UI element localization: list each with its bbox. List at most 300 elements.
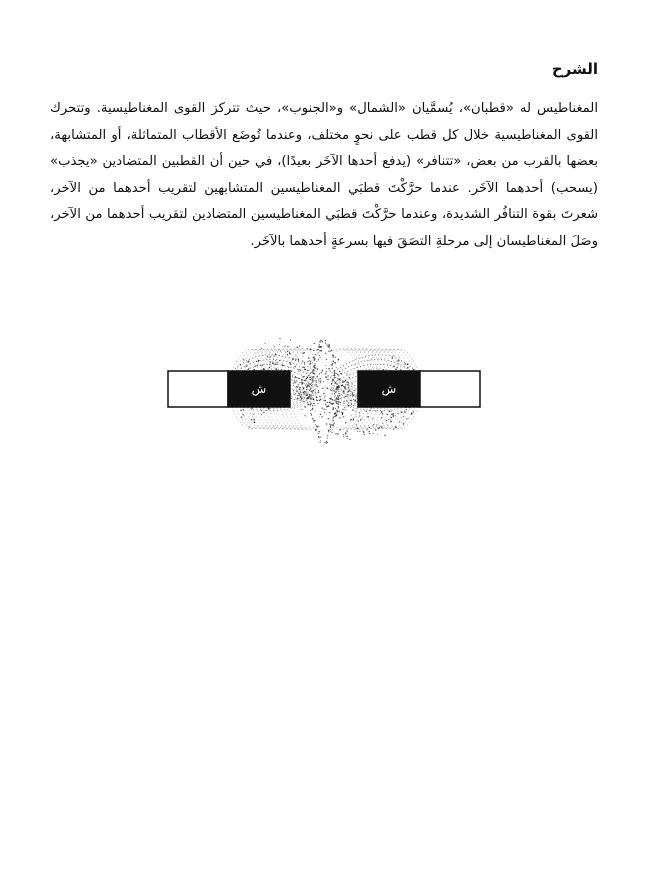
field-dot xyxy=(397,364,398,365)
field-dot xyxy=(332,356,333,357)
field-dot xyxy=(337,389,339,391)
field-dot xyxy=(332,429,333,430)
field-dot xyxy=(248,426,249,427)
field-dot xyxy=(319,416,320,417)
field-dot xyxy=(279,360,280,361)
field-dot xyxy=(314,343,315,344)
field-dot xyxy=(325,390,326,391)
field-dot xyxy=(300,392,301,393)
field-dot xyxy=(309,379,310,380)
field-dot xyxy=(325,343,326,344)
field-dot xyxy=(318,352,319,353)
field-dot xyxy=(290,363,292,365)
field-dot xyxy=(310,384,311,385)
field-dot xyxy=(390,417,392,419)
field-dot xyxy=(327,438,328,439)
field-dot xyxy=(290,339,291,340)
field-dot xyxy=(318,433,319,434)
field-dot xyxy=(363,431,364,432)
left-magnet-body xyxy=(168,371,228,407)
field-dot xyxy=(309,360,310,361)
field-dot xyxy=(336,414,337,415)
field-dot xyxy=(351,383,352,384)
field-dot xyxy=(381,417,382,418)
field-dot xyxy=(362,430,363,431)
field-dot xyxy=(315,367,316,368)
field-dot xyxy=(307,398,308,399)
field-dot xyxy=(317,368,319,370)
field-dot xyxy=(295,382,296,383)
field-dot xyxy=(242,414,244,416)
field-dot xyxy=(335,408,336,409)
field-dot xyxy=(338,393,339,394)
field-dot xyxy=(302,401,303,402)
field-dot xyxy=(327,435,328,436)
field-dot xyxy=(309,404,311,406)
field-dot xyxy=(332,418,333,419)
field-line xyxy=(236,349,264,371)
field-dot xyxy=(320,340,321,341)
field-dot xyxy=(382,413,384,415)
field-dot xyxy=(325,396,326,397)
field-dot xyxy=(320,440,321,441)
field-dot xyxy=(298,392,299,393)
field-dot xyxy=(328,344,329,345)
right-magnet-body xyxy=(420,371,480,407)
field-dot xyxy=(335,412,336,413)
field-dot xyxy=(330,426,332,428)
field-dot xyxy=(300,381,302,383)
field-dot xyxy=(331,383,333,385)
field-dot xyxy=(387,414,388,415)
field-dot xyxy=(334,370,335,371)
field-dot xyxy=(316,429,317,430)
field-dot xyxy=(355,411,356,412)
field-dot xyxy=(334,377,335,378)
field-dot xyxy=(405,363,407,365)
field-dot xyxy=(332,399,334,401)
field-dot xyxy=(332,363,333,364)
field-dot xyxy=(342,380,343,381)
field-dot xyxy=(312,379,313,380)
field-dot xyxy=(314,358,316,360)
field-dot xyxy=(339,395,340,396)
field-dot xyxy=(298,359,299,360)
field-dot xyxy=(310,398,312,400)
field-dot xyxy=(303,367,304,368)
field-line xyxy=(386,407,414,429)
field-dot xyxy=(339,417,340,418)
field-dot xyxy=(340,418,341,419)
field-dot xyxy=(348,402,349,403)
field-dot xyxy=(343,436,344,437)
field-dot xyxy=(345,422,347,424)
field-dot xyxy=(363,434,365,436)
field-dot xyxy=(261,414,262,415)
field-dot xyxy=(339,386,340,387)
field-dot xyxy=(317,376,318,377)
field-dot xyxy=(326,359,328,361)
field-dot xyxy=(278,349,279,350)
field-dot xyxy=(303,356,304,357)
field-dot xyxy=(345,432,347,434)
field-dot xyxy=(318,347,319,348)
field-dot xyxy=(323,400,324,401)
field-dot xyxy=(307,361,309,363)
field-dot xyxy=(313,373,314,374)
field-dot xyxy=(357,430,358,431)
field-dot xyxy=(292,358,294,360)
field-dot xyxy=(320,414,321,415)
field-dot xyxy=(308,385,309,386)
field-dot xyxy=(333,379,335,381)
field-dot xyxy=(318,391,320,393)
field-dot xyxy=(349,377,350,378)
field-dot xyxy=(327,405,329,407)
field-dot xyxy=(326,371,328,373)
field-dot xyxy=(306,391,307,392)
field-dot xyxy=(307,370,308,371)
field-dot xyxy=(315,354,316,355)
magnets-figure xyxy=(150,332,500,452)
field-dot xyxy=(282,365,284,367)
field-dot xyxy=(357,428,358,429)
field-dot xyxy=(237,361,238,362)
field-dot xyxy=(307,372,308,373)
field-dot xyxy=(332,425,333,426)
field-dot xyxy=(284,346,285,347)
field-dot xyxy=(325,442,326,443)
field-dot xyxy=(330,351,331,352)
field-dot xyxy=(314,393,315,394)
field-dot xyxy=(302,389,303,390)
field-dot xyxy=(302,361,303,362)
field-dot xyxy=(321,407,323,409)
field-dot xyxy=(287,346,289,348)
field-dot xyxy=(305,378,306,379)
field-dot xyxy=(318,436,319,437)
field-dot xyxy=(304,406,306,408)
field-dot xyxy=(360,419,362,421)
field-dot xyxy=(348,387,349,388)
field-dot xyxy=(362,418,363,419)
field-dot xyxy=(403,416,404,417)
field-dot xyxy=(387,424,388,425)
field-dot xyxy=(313,356,314,357)
field-dot xyxy=(332,365,333,366)
field-dot xyxy=(366,411,367,412)
field-dot xyxy=(328,418,329,419)
field-dot xyxy=(370,410,371,411)
field-dot xyxy=(351,403,352,404)
field-dot xyxy=(333,356,334,357)
field-dot xyxy=(337,401,338,402)
field-dot xyxy=(310,403,311,404)
field-dot xyxy=(389,410,391,412)
field-dot xyxy=(332,420,334,422)
field-dot xyxy=(391,411,392,412)
field-dot xyxy=(332,368,333,369)
field-dot xyxy=(314,365,316,367)
field-dot xyxy=(321,416,323,418)
field-dot xyxy=(326,423,328,425)
field-dot xyxy=(320,437,321,438)
field-dot xyxy=(324,397,325,398)
field-dot xyxy=(254,421,256,423)
field-dot xyxy=(359,412,360,413)
field-dot xyxy=(307,348,308,349)
field-dot xyxy=(406,409,407,410)
field-line xyxy=(386,349,414,371)
field-dot xyxy=(334,371,335,372)
field-dot xyxy=(393,365,395,367)
field-dot xyxy=(325,404,327,406)
field-dot xyxy=(310,389,311,390)
field-dot xyxy=(353,405,354,406)
field-dot xyxy=(312,382,313,383)
field-dot xyxy=(318,344,320,346)
field-dot xyxy=(294,376,296,378)
field-dot xyxy=(372,433,374,435)
field-dot xyxy=(384,435,385,436)
field-dot xyxy=(254,369,255,370)
field-dot xyxy=(296,391,297,392)
field-dot xyxy=(319,341,321,343)
field-dot xyxy=(336,397,338,399)
field-dot xyxy=(326,409,327,410)
field-dot xyxy=(392,413,394,415)
field-dot xyxy=(296,386,298,388)
field-dot xyxy=(313,350,314,351)
field-dot xyxy=(398,357,399,358)
field-dot xyxy=(333,424,335,426)
field-dot xyxy=(275,368,277,370)
field-dot xyxy=(335,433,336,434)
field-dot xyxy=(332,381,333,382)
field-dot xyxy=(342,409,343,410)
field-dot xyxy=(343,393,344,394)
field-dot xyxy=(301,379,303,381)
field-dot xyxy=(311,388,312,389)
field-dot xyxy=(390,419,391,420)
field-dot xyxy=(328,430,330,432)
field-dot xyxy=(295,393,296,394)
field-dot xyxy=(395,368,397,370)
field-dot xyxy=(310,410,311,411)
field-dot xyxy=(329,412,330,413)
field-dot xyxy=(323,381,324,382)
field-dot xyxy=(253,419,255,421)
field-dot xyxy=(251,409,252,410)
field-dot xyxy=(313,367,314,368)
field-dot xyxy=(332,354,333,355)
field-dot xyxy=(336,409,337,410)
field-dot xyxy=(335,373,336,374)
field-dot xyxy=(334,373,335,374)
field-dot xyxy=(339,393,340,394)
field-dot xyxy=(350,400,352,402)
field-dot xyxy=(311,394,312,395)
field-dot xyxy=(310,379,311,380)
field-dot xyxy=(313,379,314,380)
field-dot xyxy=(390,421,392,423)
field-dot xyxy=(319,396,321,398)
field-dot xyxy=(346,400,347,401)
field-dot xyxy=(372,418,373,419)
field-dot xyxy=(306,383,307,384)
field-dot xyxy=(342,412,343,413)
field-dot xyxy=(328,351,329,352)
field-dot xyxy=(255,365,257,367)
field-dot xyxy=(337,433,338,434)
field-dot xyxy=(337,397,338,398)
field-dot xyxy=(321,372,322,373)
field-dot xyxy=(347,438,348,439)
field-dot xyxy=(253,414,254,415)
field-dot xyxy=(261,410,262,411)
field-dot xyxy=(338,407,339,408)
field-dot xyxy=(324,412,325,413)
field-dot xyxy=(304,415,305,416)
field-dot xyxy=(338,387,339,388)
field-dot xyxy=(279,344,280,345)
field-dot xyxy=(325,353,326,354)
field-dot xyxy=(339,371,340,372)
field-dot xyxy=(265,343,266,344)
field-dot xyxy=(334,375,336,377)
field-dot xyxy=(293,383,294,384)
field-dot xyxy=(328,346,329,347)
field-dot xyxy=(319,357,320,358)
field-dot xyxy=(316,386,317,387)
field-dot xyxy=(391,357,393,359)
field-dot xyxy=(327,402,328,403)
field-dot xyxy=(325,365,326,366)
field-dot xyxy=(320,350,322,352)
field-dot xyxy=(309,396,310,397)
field-dot xyxy=(325,376,327,378)
field-dot xyxy=(348,390,350,392)
field-dot xyxy=(313,421,314,422)
field-dot xyxy=(337,410,339,412)
field-dot xyxy=(315,424,316,425)
field-dot xyxy=(317,349,318,350)
field-dot xyxy=(343,434,344,435)
field-dot xyxy=(296,380,297,381)
field-dot xyxy=(271,365,272,366)
field-dot xyxy=(307,403,309,405)
field-dot xyxy=(241,416,243,418)
field-dot xyxy=(331,350,332,351)
field-dot xyxy=(397,367,398,368)
field-dot xyxy=(318,437,319,438)
field-dot xyxy=(330,398,332,400)
field-dot xyxy=(261,348,262,349)
field-dot xyxy=(315,363,316,364)
field-dot xyxy=(319,442,320,443)
field-dot xyxy=(346,409,347,410)
field-dot xyxy=(301,398,303,400)
field-dot xyxy=(311,378,312,379)
field-dot xyxy=(294,382,295,383)
field-dot xyxy=(247,366,248,367)
field-dot xyxy=(351,415,352,416)
field-dot xyxy=(406,418,407,419)
field-dot xyxy=(350,395,351,396)
field-dot xyxy=(322,388,323,389)
field-dot xyxy=(334,362,335,363)
field-dot xyxy=(309,394,310,395)
field-dot xyxy=(348,382,349,383)
field-dot xyxy=(310,387,311,388)
field-dot xyxy=(327,382,328,383)
field-dot xyxy=(303,352,305,354)
field-line xyxy=(236,407,264,429)
field-dot xyxy=(312,397,313,398)
field-dot xyxy=(260,409,261,410)
field-dot xyxy=(331,432,332,433)
field-dot xyxy=(263,412,264,413)
field-dot xyxy=(257,365,259,367)
field-dot xyxy=(369,427,370,428)
field-dot xyxy=(310,395,311,396)
field-dot xyxy=(366,429,367,430)
field-dot xyxy=(346,382,347,383)
field-dot xyxy=(313,420,314,421)
field-dot xyxy=(337,383,338,384)
field-dot xyxy=(373,424,375,426)
field-dot xyxy=(334,383,335,384)
field-dot xyxy=(356,401,357,402)
field-dot xyxy=(313,366,314,367)
field-dot xyxy=(309,383,310,384)
field-dot xyxy=(329,398,330,399)
field-dot xyxy=(307,386,308,387)
field-dot xyxy=(266,410,267,411)
field-dot xyxy=(299,378,300,379)
field-dot xyxy=(313,369,314,370)
field-dot xyxy=(306,400,307,401)
field-dot xyxy=(377,434,378,435)
field-dot xyxy=(334,372,335,373)
field-dot xyxy=(315,429,316,430)
field-dot xyxy=(328,347,329,348)
field-dot xyxy=(328,431,329,432)
field-dot xyxy=(312,362,313,363)
field-dot xyxy=(355,396,356,397)
field-dot xyxy=(312,390,314,392)
field-dot xyxy=(320,347,321,348)
field-dot xyxy=(397,360,398,361)
field-dot xyxy=(274,346,275,347)
field-dot xyxy=(296,346,298,348)
field-dot xyxy=(255,353,256,354)
field-dot xyxy=(375,410,376,411)
field-dot xyxy=(347,384,349,386)
field-dot xyxy=(294,380,295,381)
field-dot xyxy=(320,378,321,379)
field-dot xyxy=(319,350,321,352)
field-dot xyxy=(333,417,335,419)
field-dot xyxy=(327,436,328,437)
field-dot xyxy=(337,403,338,404)
field-dot xyxy=(393,429,394,430)
field-dot xyxy=(302,376,304,378)
field-dot xyxy=(352,394,353,395)
field-dot xyxy=(344,409,345,410)
field-dot xyxy=(338,374,339,375)
field-dot xyxy=(312,405,314,407)
